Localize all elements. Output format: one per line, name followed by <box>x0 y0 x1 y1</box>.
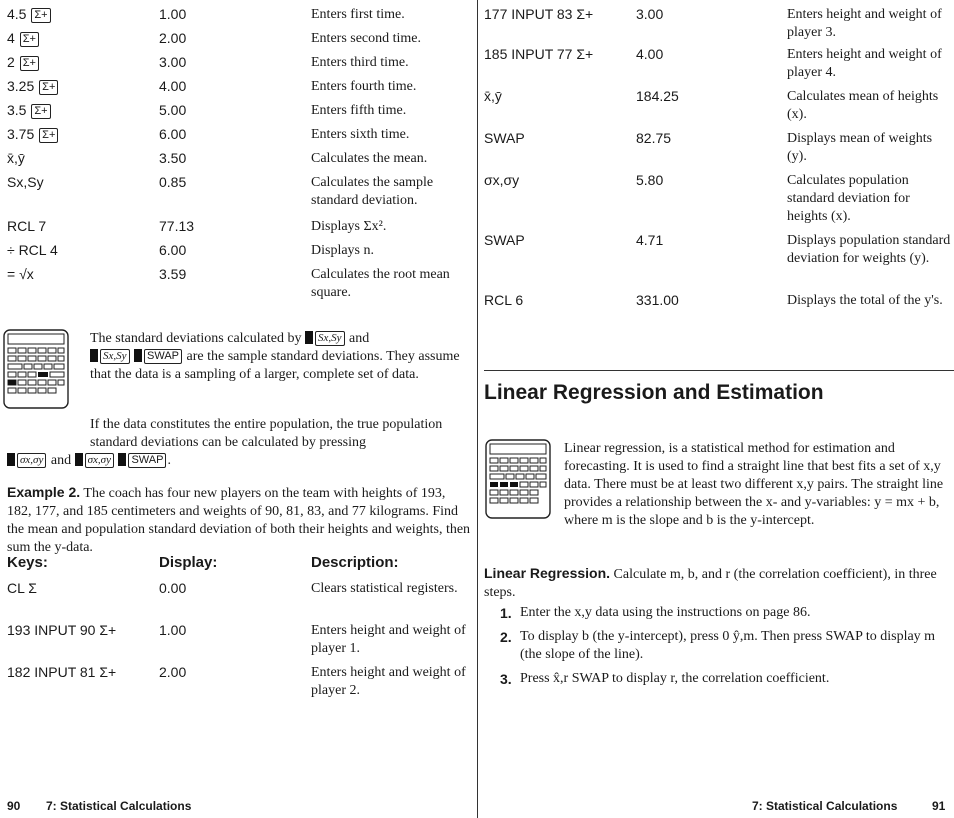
sigma-plus-key: Σ+ <box>31 8 50 23</box>
calculator-icon <box>2 328 74 412</box>
row-keys: 4.5 Σ+ <box>7 6 52 23</box>
sigma-plus-key: Σ+ <box>39 80 58 95</box>
row-description: Calculates population standard deviation for heights (x). <box>787 173 910 224</box>
row-display-value: 3.00 <box>636 6 664 22</box>
row-keys: x̄,ȳ <box>484 88 502 104</box>
row-description: Enters second time. <box>311 31 422 46</box>
footer-page-number: 90 <box>7 799 21 813</box>
row-keys: 182 INPUT 81 Σ+ <box>7 664 117 680</box>
row-display-value: 6.00 <box>159 242 187 258</box>
row-display-value: 5.00 <box>159 102 187 118</box>
row-display-value: 4.71 <box>636 232 664 248</box>
note-population-std: If the data constitutes the entire population, the true population standard deviations can be calculated by pressing <box>90 417 443 450</box>
lr-intro: Linear regression, is a statistical method for estimation and forecasting. It is used to find a straight line that best fits a set of x,y data. There must be at least two different x,y pairs. The straight line provides a relationship between the x- and y-variables: y = mx + b, where m is the slope and b is the y-intercept. <box>564 441 944 528</box>
footer-page-number: 91 <box>932 799 946 813</box>
row-description: Calculates mean of heights (x). <box>787 89 939 122</box>
page-divider <box>477 0 478 818</box>
row-keys: 3.25 Σ+ <box>7 78 59 95</box>
sigma-plus-key: Σ+ <box>31 104 50 119</box>
row-description: Displays population standard deviation for weights (y). <box>787 233 951 266</box>
row-description: Displays the total of the y's. <box>787 293 943 308</box>
row-keys: σx,σy <box>484 172 520 188</box>
row-description: Enters first time. <box>311 7 405 22</box>
sigma-plus-key: Σ+ <box>20 32 39 47</box>
row-display-value: 1.00 <box>159 6 187 22</box>
left-page <box>0 0 474 818</box>
row-keys: RCL 7 <box>7 218 47 234</box>
row-display-value: 331.00 <box>636 292 679 308</box>
row-display-value: 2.00 <box>159 664 187 680</box>
row-keys: x̄,ȳ <box>7 150 25 166</box>
row-keys: 193 INPUT 90 Σ+ <box>7 622 117 638</box>
row-description: Enters sixth time. <box>311 127 410 142</box>
row-display-value: 0.85 <box>159 174 187 190</box>
row-keys: 3.75 Σ+ <box>7 126 59 143</box>
row-keys: 2 Σ+ <box>7 54 40 71</box>
section-title: Linear Regression and Estimation <box>484 381 824 404</box>
row-description: Calculates the mean. <box>311 151 428 166</box>
row-keys: SWAP <box>484 130 525 146</box>
row-description: Displays Σx². <box>311 219 387 234</box>
row-display-value: 4.00 <box>636 46 664 62</box>
row-display-value: 3.50 <box>159 150 187 166</box>
example-2: Example 2. The coach has four new players on the team with heights of 193, 182, 177, and 185 centimeters and weights of 90, 81, 83, and 77 kilograms. Find the mean and population standard deviation of both their heights and weights, then sum the y-data. <box>7 484 471 555</box>
col-header-description: Description: <box>311 554 399 571</box>
lr-steps <box>500 604 952 688</box>
row-keys: Sx,Sy <box>7 174 44 190</box>
note-sample-std: The standard deviations calculated by Sx,Sy and Sx,Sy SWAP are the sample standard deviations. They assume that the data is a sampling of a larger, complete set of data. <box>90 331 460 382</box>
row-description: Enters fourth time. <box>311 79 417 94</box>
row-description: Enters height and weight of player 1. <box>311 623 466 656</box>
lr-step-2: 2. To display b (the y-intercept), press 0 ŷ,m. Then press SWAP to display m (the slope of the line). <box>500 629 936 662</box>
row-display-value: 3.59 <box>159 266 187 282</box>
row-keys: 3.5 Σ+ <box>7 102 52 119</box>
row-keys: = √x <box>7 266 34 282</box>
row-keys: RCL 6 <box>484 292 524 308</box>
row-keys: SWAP <box>484 232 525 248</box>
row-display-value: 0.00 <box>159 580 187 596</box>
lr-heading-paragraph: Linear Regression. Calculate m, b, and r (the correlation coefficient), in three steps. <box>484 565 937 600</box>
section-rule <box>484 370 954 371</box>
row-keys: CL Σ <box>7 580 37 596</box>
lr-step-1: 1. Enter the x,y data using the instructions on page 86. <box>500 605 811 621</box>
row-display-value: 77.13 <box>159 218 195 234</box>
col-header-display: Display: <box>159 554 218 571</box>
row-keys: 177 INPUT 83 Σ+ <box>484 6 594 22</box>
footer-chapter-title: 7: Statistical Calculations <box>752 799 898 813</box>
footer-chapter-title: 7: Statistical Calculations <box>46 799 192 813</box>
row-display-value: 82.75 <box>636 130 672 146</box>
row-keys: ÷ RCL 4 <box>7 242 58 258</box>
calculator-icon <box>484 438 556 522</box>
row-description: Enters height and weight of player 2. <box>311 665 466 698</box>
row-display-value: 1.00 <box>159 622 187 638</box>
note-population-keys: σx,σy and σx,σy SWAP . <box>7 452 387 470</box>
row-description: Displays n. <box>311 243 374 258</box>
row-description: Displays mean of weights (y). <box>787 131 933 164</box>
row-description: Clears statistical registers. <box>311 581 458 596</box>
row-display-value: 6.00 <box>159 126 187 142</box>
row-display-value: 2.00 <box>159 30 187 46</box>
col-header-keys: Keys: <box>7 554 48 571</box>
row-keys: 185 INPUT 77 Σ+ <box>484 46 594 62</box>
row-display-value: 4.00 <box>159 78 187 94</box>
row-description: Calculates the root mean square. <box>311 267 450 300</box>
row-keys: 4 Σ+ <box>7 30 40 47</box>
sigma-plus-key: Σ+ <box>39 128 58 143</box>
row-description: Enters height and weight of player 4. <box>787 47 942 80</box>
row-description: Enters height and weight of player 3. <box>787 7 942 40</box>
row-display-value: 5.80 <box>636 172 664 188</box>
row-description: Enters fifth time. <box>311 103 407 118</box>
row-display-value: 184.25 <box>636 88 679 104</box>
lr-step-3: 3. Press x̂,r SWAP to display r, the correlation coefficient. <box>500 671 830 687</box>
right-page <box>484 0 954 818</box>
row-description: Calculates the sample standard deviation. <box>311 175 434 208</box>
sigma-plus-key: Σ+ <box>20 56 39 71</box>
row-description: Enters third time. <box>311 55 409 70</box>
row-display-value: 3.00 <box>159 54 187 70</box>
